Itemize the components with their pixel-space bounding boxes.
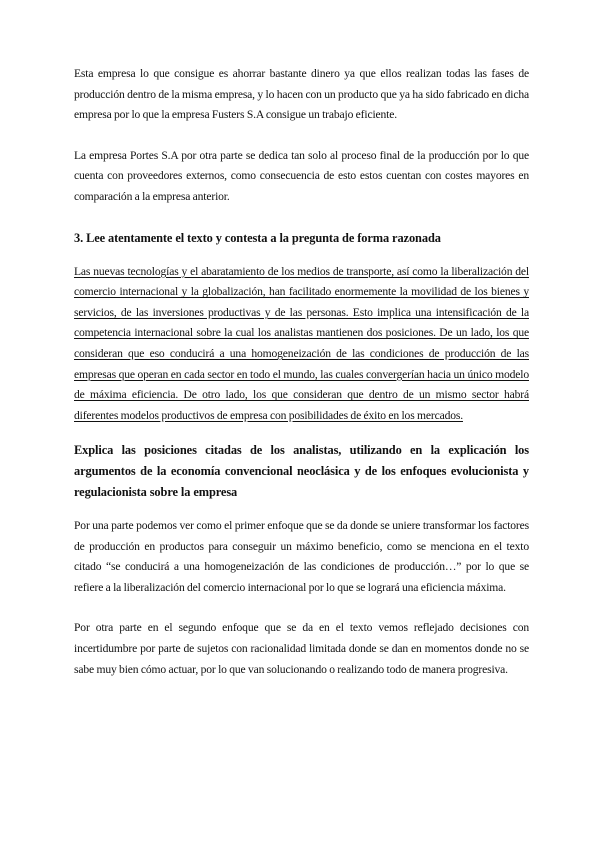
paragraph-portes: La empresa Portes S.A por otra parte se dedica tan solo al proceso final de la producción por lo que cuenta con proveedores externos, como consecuencia de esto estos cuentan con costes mayores en comparación a la empresa anterior. (74, 148, 529, 203)
document-page (74, 64, 529, 680)
answer-paragraph-2: Por otra parte en el segundo enfoque que se da en el texto vemos reflejado decisiones con incertidumbre por parte de sujetos con racionalidad limitada donde se dan en momentos donde no se sabe muy bien cómo actuar, por lo que van solucionando o realizando todo de manera progresiva. (74, 621, 529, 676)
section-heading-3: 3. Lee atentamente el texto y contesta a la pregunta de forma razonada (74, 230, 441, 245)
question-text: Explica las posiciones citadas de los analistas, utilizando en la explicación los argumentos de la economía convencional neoclásica y de los enfoques evolucionista y regulacionista sobre la empresa (74, 443, 529, 499)
answer-paragraph-1: Por una parte podemos ver como el primer enfoque que se da donde se uniere transformar los factores de producción en productos para conseguir un máximo beneficio, como se menciona en el texto citado “se conducirá a una homogeneización de las condiciones de producción…” por lo que se refiere a la liberalización del comercio internacional por lo que se logrará una eficiencia máxima. (74, 519, 529, 594)
paragraph-fusters: Esta empresa lo que consigue es ahorrar bastante dinero ya que ellos realizan todas las fases de producción dentro de la misma empresa, y lo hacen con un producto que ya ha sido fabricado en dicha empresa por lo que la empresa Fusters S.A consigue un trabajo eficiente. (74, 67, 529, 122)
quoted-text: Las nuevas tecnologías y el abaratamiento de los medios de transporte, así como la liberalización del comercio internacional y la globalización, han facilitado enormemente la movilidad de los bienes y servicios, de las inversiones productivas y de las personas. Esto implica una intensificación de la competencia internacional sobre la cual los analistas mantienen dos posiciones. De un lado, los que consideran que eso conducirá a una homogeneización de las condiciones de producción de las empresas que operan en cada sector en todo el mundo, las cuales convergerían hacia un único modelo de máxima eficiencia. De otro lado, los que consideran que dentro de un mismo sector habrá diferentes modelos productivos de empresa con posibilidades de éxito en los mercados. (74, 264, 529, 422)
